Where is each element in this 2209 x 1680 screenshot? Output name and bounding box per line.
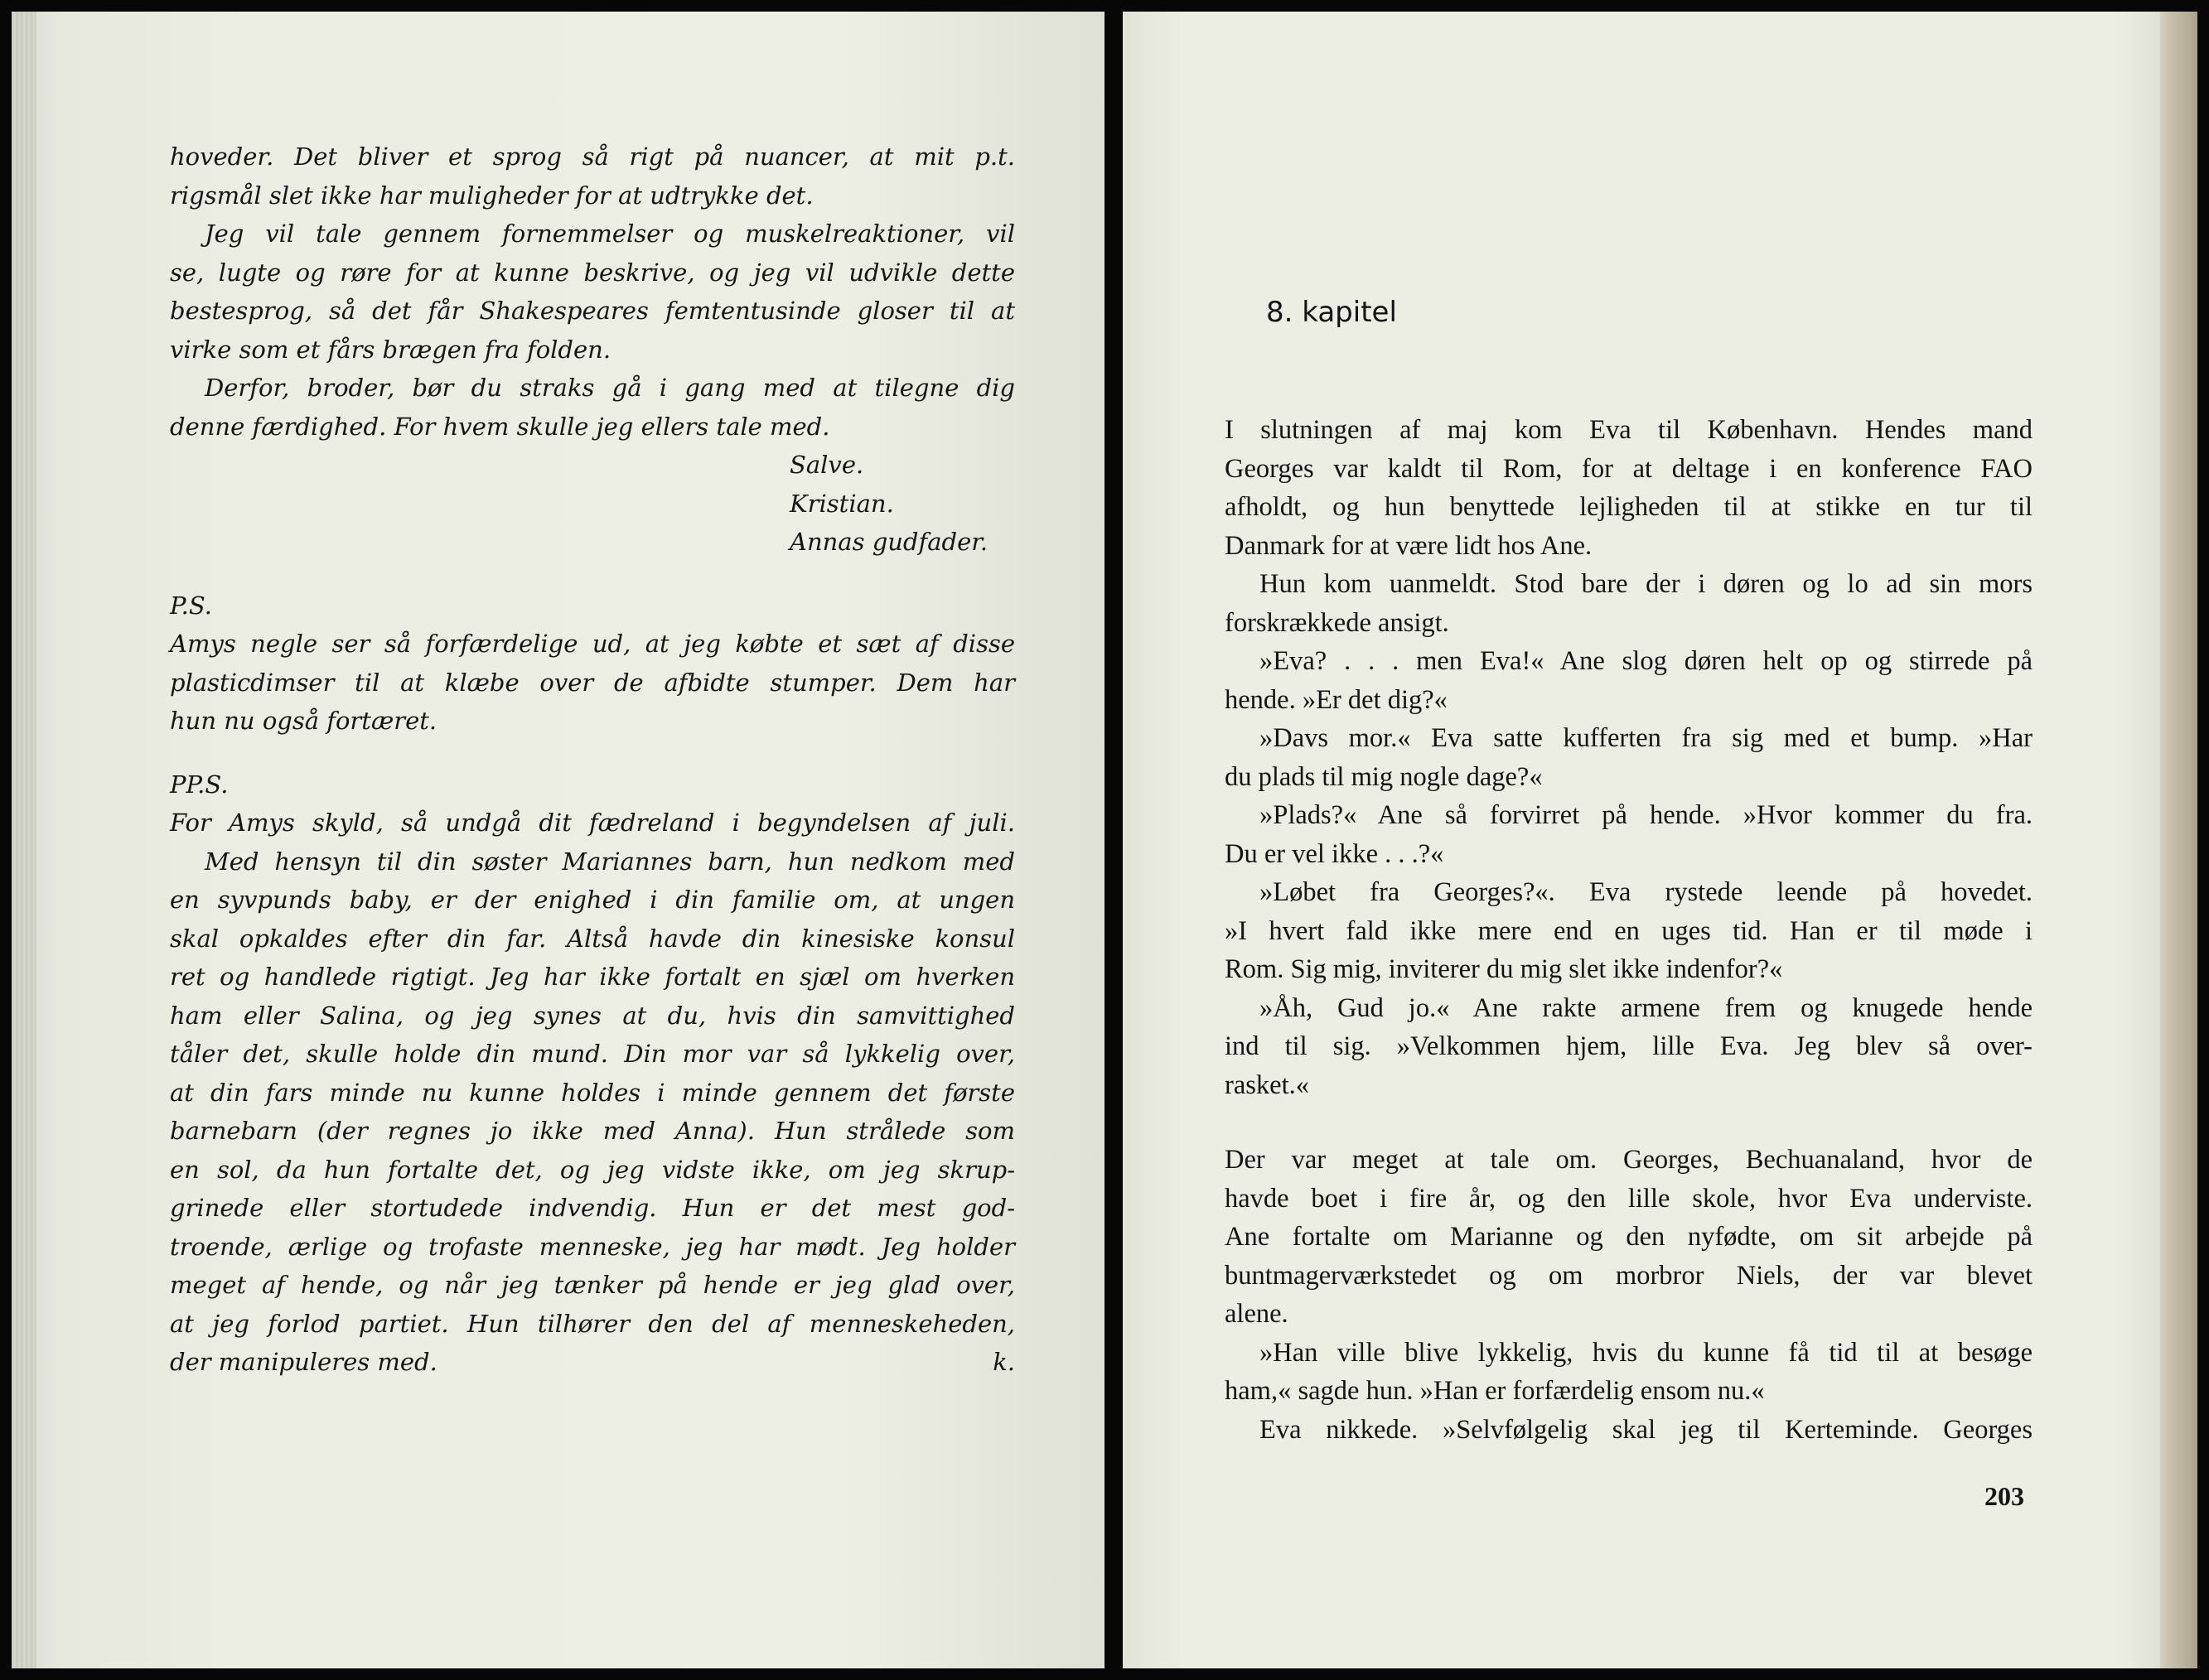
- text-line: ret og handlede rigtigt. Jeg har ikke fortalt en sjæl om hverken: [170, 963, 1015, 991]
- book-spine-gap: [1104, 0, 1123, 1680]
- text-line: Ane fortalte om Marianne og den nyfødte, om sit arbejde på: [1225, 1222, 2033, 1252]
- text-line: troende, ærlige og trofaste menneske, jeg har mødt. Jeg holder: [170, 1232, 1015, 1261]
- text-line: bestesprog, så det får Shakespeares femtentusinde gloser til at: [170, 297, 1015, 325]
- text-line: Eva nikkede. »Selvfølgelig skal jeg til Kerteminde. Georges: [1259, 1414, 2033, 1445]
- text-line: »Davs mor.« Eva satte kufferten fra sig med et bump. »Har: [1259, 723, 2033, 753]
- page-number: 203: [1984, 1481, 2024, 1511]
- signature-line: Kristian.: [790, 489, 894, 518]
- ps-body: [170, 625, 1015, 741]
- text-line: alene.: [1225, 1299, 1288, 1329]
- text-line: Jeg vil tale gennem fornemmelser og muskelreaktioner, vil: [205, 220, 1015, 248]
- text-line: »Han ville blive lykkelig, hvis du kunne få tid til at besøge: [1259, 1337, 2033, 1368]
- text-line: virke som et fårs brægen fra folden.: [170, 335, 611, 364]
- text-line: meget af hende, og når jeg tænker på hende er jeg glad over,: [170, 1271, 1015, 1299]
- pps-label: PP.S.: [170, 770, 229, 799]
- text-line: du plads til mig nogle dage?«: [1225, 761, 1543, 792]
- text-line: grinede eller stortudede indvendig. Hun er det mest god-: [170, 1194, 1015, 1222]
- text-line: buntmagerværkstedet og om morbror Niels, der var blevet: [1225, 1260, 2033, 1291]
- left-page-edge: [12, 12, 36, 1668]
- text-line: Amys negle ser så forfærdelige ud, at jeg købte et sæt af disse: [170, 630, 1015, 658]
- text-line: I slutningen af maj kom Eva til København. Hendes mand: [1225, 415, 2033, 445]
- text-line: Danmark for at være lidt hos Ane.: [1225, 530, 1593, 561]
- text-line: denne færdighed. For hvem skulle jeg ellers tale med.: [170, 412, 830, 441]
- text-line: forskrækkede ansigt.: [1225, 607, 1449, 638]
- final-line: [170, 1343, 1015, 1382]
- text-line: tåler det, skulle holde din mund. Din mor var så lykkelig over,: [170, 1040, 1015, 1068]
- chapter-text-part-1: [1225, 411, 2033, 1104]
- final-line-text: der manipuleres med.: [170, 1348, 437, 1376]
- text-line: en sol, da hun fortalte det, og jeg vidste ikke, om jeg skrup-: [170, 1155, 1015, 1184]
- text-line: hun nu også fortæret.: [170, 707, 437, 735]
- text-line: ind til sig. »Velkommen hjem, lille Eva. Jeg blev så over-: [1225, 1031, 2033, 1061]
- text-line: Du er vel ikke . . .?«: [1225, 838, 1444, 869]
- text-line: Georges var kaldt til Rom, for at deltage i en konference FAO: [1225, 453, 2033, 484]
- text-line: Derfor, broder, bør du straks gå i gang med at tilegne dig: [205, 374, 1015, 402]
- chapter-heading: 8. kapitel: [1266, 296, 1397, 329]
- letter-body: [170, 138, 1015, 446]
- text-line: se, lugte og røre for at kunne beskrive, og jeg vil udvikle dette: [170, 258, 1015, 287]
- ps-label: P.S.: [170, 591, 212, 620]
- text-line: hoveder. Det bliver et sprog så rigt på nuancer, at mit p.t.: [170, 142, 1015, 171]
- text-line: For Amys skyld, så undgå dit fædreland i begyndelsen af juli.: [170, 809, 1015, 837]
- text-line: Hun kom uanmeldt. Stod bare der i døren og lo ad sin mors: [1259, 569, 2033, 599]
- signature-line: Salve.: [790, 451, 864, 479]
- text-line: Der var meget at tale om. Georges, Bechuanaland, hvor de: [1225, 1145, 2033, 1175]
- text-line: »Plads?« Ane så forvirret på hende. »Hvor kommer du fra.: [1259, 800, 2033, 830]
- left-page-text: [170, 138, 1015, 1382]
- text-line: havde boet i fire år, og den lille skole, hvor Eva underviste.: [1225, 1183, 2033, 1214]
- text-line: »I hvert fald ikke mere end en uges tid. Han er til møde i: [1225, 915, 2033, 946]
- text-line: plasticdimser til at klæbe over de afbidte stumper. Dem har: [170, 668, 1015, 697]
- signature-line: Annas gudfader.: [790, 528, 988, 556]
- text-line: Rom. Sig mig, inviterer du mig slet ikke indenfor?«: [1225, 954, 1783, 984]
- right-page-edge: [2160, 12, 2197, 1668]
- pps-body: [170, 804, 1015, 1343]
- text-line: »Løbet fra Georges?«. Eva rystede leende på hovedet.: [1259, 877, 2033, 907]
- text-line: barnebarn (der regnes jo ikke med Anna). Hun strålede som: [170, 1117, 1015, 1145]
- text-line: afholdt, og hun benyttede lejligheden til at stikke en tur til: [1225, 492, 2033, 522]
- text-line: ham eller Salina, og jeg synes at du, hvis din samvittighed: [170, 1001, 1015, 1030]
- text-line: rasket.«: [1225, 1069, 1309, 1100]
- text-line: at jeg forlod partiet. Hun tilhører den del af menneskeheden,: [170, 1309, 1015, 1338]
- letter-initial: k.: [993, 1348, 1015, 1376]
- text-line: en syvpunds baby, er der enighed i din familie om, at ungen: [170, 886, 1015, 914]
- text-line: ham,« sagde hun. »Han er forfærdelig ensom nu.«: [1225, 1376, 1765, 1406]
- text-line: »Åh, Gud jo.« Ane rakte armene frem og knugede hende: [1259, 992, 2033, 1023]
- text-line: hende. »Er det dig?«: [1225, 684, 1448, 715]
- text-line: rigsmål slet ikke har muligheder for at udtrykke det.: [170, 181, 814, 210]
- right-page-text: [1225, 411, 2033, 1449]
- text-line: »Eva? . . . men Eva!« Ane slog døren helt op og stirrede på: [1259, 646, 2033, 676]
- text-line: skal opkaldes efter din far. Altså havde din kinesiske konsul: [170, 924, 1015, 953]
- chapter-text-part-2: [1225, 1141, 2033, 1449]
- text-line: at din fars minde nu kunne holdes i minde gennem det første: [170, 1078, 1015, 1107]
- text-line: Med hensyn til din søster Mariannes barn, hun nedkom med: [205, 847, 1015, 876]
